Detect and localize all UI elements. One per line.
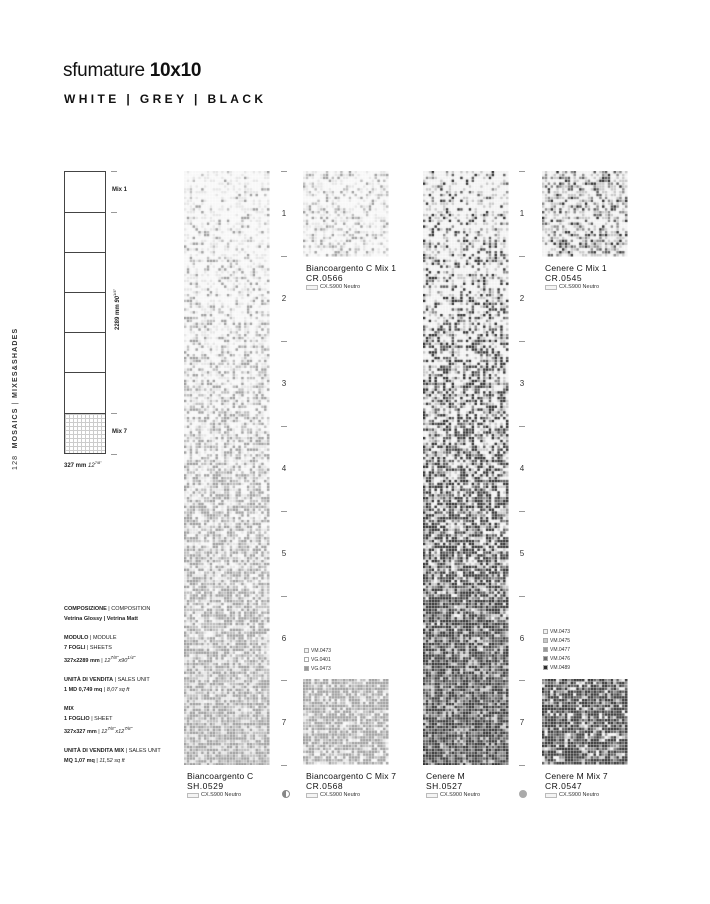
scale-tick — [519, 341, 525, 342]
joint-cenere-mix1: CX.S900 Neutro — [545, 284, 599, 290]
legend-item: VG.0473 — [304, 664, 331, 673]
finish-matt-icon — [519, 790, 527, 798]
scale-number: 1 — [281, 209, 287, 218]
module-diagram — [64, 171, 106, 454]
scale-tick — [281, 256, 287, 257]
module-height-label: 2289 mm $90^{1/4"}$ — [112, 288, 121, 330]
joint-biancoargento-mix1: CX.S900 Neutro — [306, 284, 360, 290]
mosaic-mix7-cenere — [542, 679, 628, 765]
caption-cenere-mix7: Cenere M Mix 7 CR.0547 — [545, 771, 608, 791]
side-section-label: 128 MOSAICS | MIXES&SHADES — [12, 327, 19, 470]
caption-biancoargento-mix7: Biancoargento C Mix 7 CR.0568 — [306, 771, 397, 791]
mosaic-mix7-biancoargento — [303, 679, 389, 765]
mosaic-strip-cenere — [423, 171, 509, 765]
scale-tick — [519, 765, 525, 766]
scale-number: 3 — [519, 378, 525, 388]
scale-number: 5 — [281, 548, 287, 558]
joint-biancoargento-mix7: CX.S900 Neutro — [306, 792, 360, 798]
module-width-label: 327 mm $12^{7/8"}$ — [64, 460, 102, 469]
page-subtitle: WHITE | GREY | BLACK — [64, 92, 267, 106]
scale-tick — [281, 426, 287, 427]
caption-biancoargento: Biancoargento C SH.0529 — [187, 771, 254, 791]
legend-item: VG.0401 — [304, 655, 331, 664]
legend-item: VM.0489 — [543, 663, 570, 672]
scale-number: 6 — [519, 633, 525, 643]
scale-number: 4 — [281, 463, 287, 473]
scale-tick — [281, 171, 287, 172]
page-title: sfumature 10x10 — [63, 60, 202, 81]
scale-tick — [281, 511, 287, 512]
legend-item: VM.0473 — [304, 646, 331, 655]
scale-number: 2 — [281, 293, 287, 303]
scale-tick — [281, 680, 287, 681]
color-legend-cenere — [543, 627, 570, 672]
joint-cenere: CX.S900 Neutro — [426, 792, 480, 798]
scale-tick — [519, 171, 525, 172]
caption-biancoargento-mix1: Biancoargento C Mix 1 CR.0566 — [306, 263, 397, 283]
scale-tick — [281, 765, 287, 766]
scale-number: 6 — [281, 633, 287, 643]
mosaic-mix1-biancoargento — [303, 171, 389, 257]
caption-cenere: Cenere M SH.0527 — [426, 771, 465, 791]
joint-biancoargento: CX.S900 Neutro — [187, 792, 241, 798]
scale-tick — [281, 341, 287, 342]
legend-item: VM.0473 — [543, 627, 570, 636]
product-info: COMPOSIZIONE | COMPOSITION Vetrina Glossy | Vetrina Matt MODULO | MODULE 7 FOGLI | SHEETS 327x2289 mm | $12^{7/8"}x90^{1/4"}$ UNITÀ DI VENDITA | SALES UNIT 1 MD 0,749 mq | 8,07 sq ft MIX 1 FOGLIO | SHEET 327x327 mm | $12^{7/8"}x12^{7/8"}$ UNITÀ DI VENDITA MIX | SALES UNIT MQ 1,07 mq | 11,52 sq ft — [64, 606, 161, 764]
scale-tick — [519, 511, 525, 512]
module-mix-bottom-label: Mix 7 — [112, 429, 128, 435]
scale-number: 2 — [519, 293, 525, 303]
scale-number: 5 — [519, 548, 525, 558]
legend-item: VM.0476 — [543, 654, 570, 663]
scale-tick — [519, 426, 525, 427]
scale-tick — [519, 256, 525, 257]
scale-number: 3 — [281, 378, 287, 388]
scale-number: 4 — [519, 463, 525, 473]
module-mix-top-label: Mix 1 — [112, 187, 128, 193]
scale-number: 1 — [519, 209, 525, 218]
finish-half-icon — [282, 790, 290, 798]
scale-number: 7 — [519, 718, 525, 728]
color-legend-biancoargento — [304, 646, 331, 673]
legend-item: VM.0477 — [543, 645, 570, 654]
scale-tick — [519, 596, 525, 597]
scale-tick — [281, 596, 287, 597]
module-mix-sheet — [65, 414, 105, 453]
scale-number: 7 — [281, 718, 287, 728]
legend-item: VM.0475 — [543, 636, 570, 645]
caption-cenere-mix1: Cenere C Mix 1 CR.0545 — [545, 263, 607, 283]
mosaic-mix1-cenere — [542, 171, 628, 257]
scale-tick — [519, 680, 525, 681]
mosaic-strip-biancoargento — [184, 171, 270, 765]
joint-cenere-mix7: CX.S900 Neutro — [545, 792, 599, 798]
